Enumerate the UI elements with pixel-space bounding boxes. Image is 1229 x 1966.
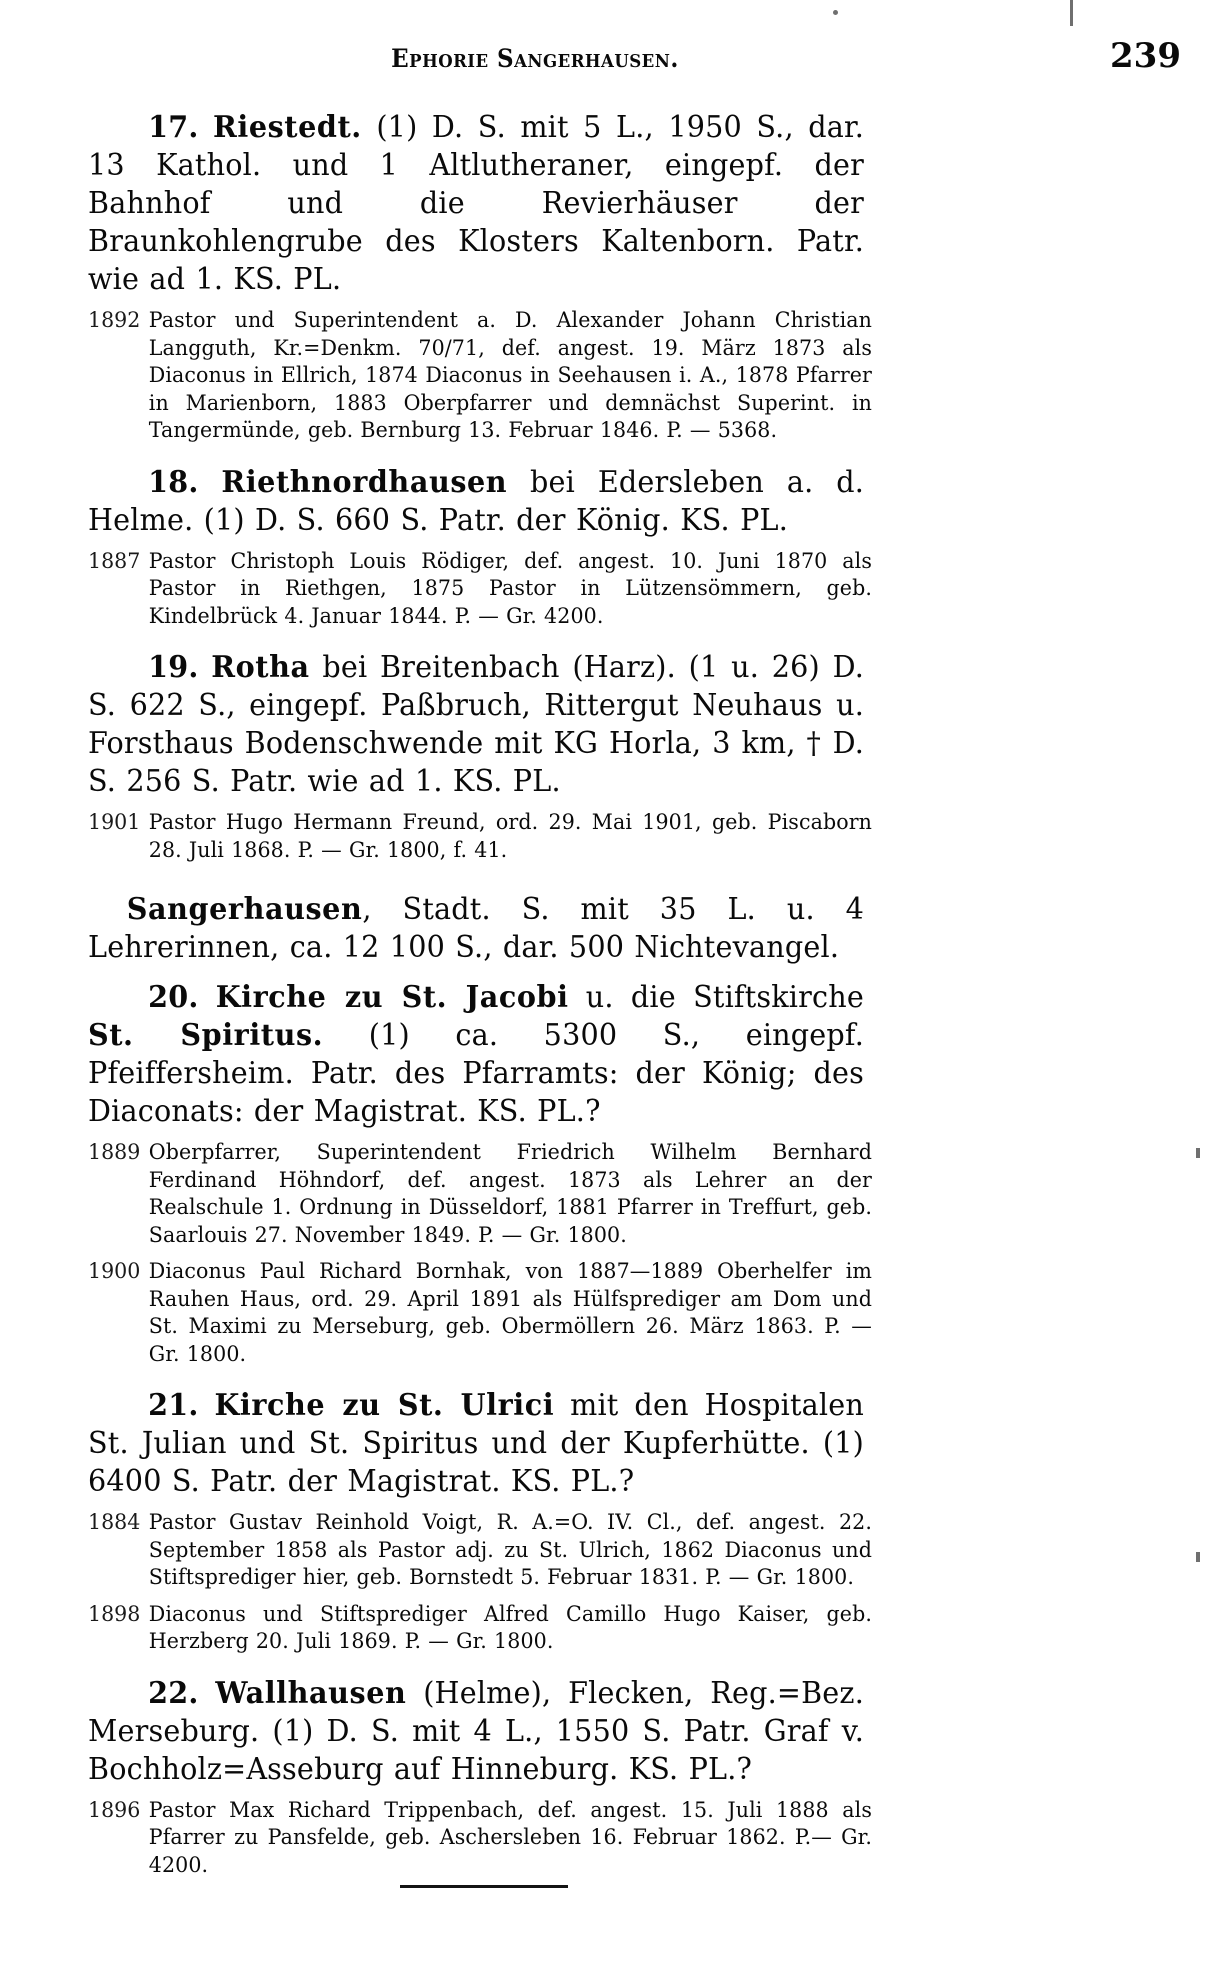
entry-mid-21: mit den Hospitalen St. Julian und St. Spiritus und der Kupferhütte.	[88, 1388, 864, 1460]
entry-body-17: (1) D. S. mit 5 L., 1950 S., dar. 13 Kathol. und 1 Altlutheraner, eingepf. der Bahnhof und die Revierhäuser der Braunkohlengrube des Klosters Kaltenborn. Patr. wie ad 1. KS. PL.	[88, 110, 865, 296]
text-column	[88, 108, 888, 1887]
note-21-1898	[88, 1601, 872, 1656]
entry-number-22: 22.	[148, 1674, 199, 1710]
entry-block-18	[88, 463, 864, 539]
note-19-1901	[88, 809, 872, 864]
entry-mid-20: u. die Stiftskirche	[585, 980, 865, 1014]
note-text: Pastor Gustav Reinhold Voigt, R. A.=O. IV. Cl., def. angest. 22. September 1858 als Pastor adj. zu St. Ulrich, 1862 Diaconus und Stiftsprediger hier, geb. Bornstedt 5. Februar 1831. P. — Gr. 1800.	[148, 1510, 872, 1589]
entry-title-a-20: Kirche zu St. Jacobi	[215, 979, 569, 1014]
entry-number-19: 19.	[148, 649, 199, 684]
note-year: 1884	[88, 1510, 141, 1534]
scan-artifact-right-2	[1196, 1552, 1200, 1562]
note-year: 1889	[88, 1140, 141, 1164]
note-22-1896	[88, 1797, 872, 1880]
entry-number-21: 21.	[148, 1387, 199, 1422]
end-of-page-rule	[400, 1885, 568, 1888]
city-name: Sangerhausen	[126, 891, 363, 926]
note-year: 1896	[88, 1797, 141, 1822]
note-year: 1887	[88, 548, 141, 573]
note-20-1889	[88, 1139, 872, 1249]
entry-title-a-22: Wallhausen	[215, 1674, 407, 1710]
entry-block-20	[88, 978, 864, 1130]
note-text: Pastor und Superintendent a. D. Alexander Johann Christian Langguth, Kr.=Denkm. 70/71, def. angest. 19. März 1873 als Diaconus in Ellrich, 1874 Diaconus in Seehausen i. A., 1878 Pfarrer in Marienborn, 1883 Oberpfarrer und demnächst Superint. in Tangermünde, geb. Bernburg 13. Februar 1846. P. — 5368.	[148, 308, 872, 442]
entry-body-19: bei Breitenbach (Harz). (1 u. 26) D. S. 622 S., eingepf. Paßbruch, Rittergut Neuhaus u. Forsthaus Bodenschwende mit KG Horla, 3 km, † D. S. 256 S. Patr. wie ad 1. KS. PL.	[88, 650, 865, 798]
note-text: Pastor Christoph Louis Rödiger, def. angest. 10. Juni 1870 als Pastor in Riethgen, 1875 Pastor in Lützensömmern, geb. Kindelbrück 4. Januar 1844. P. — Gr. 4200.	[148, 548, 872, 628]
entry-mid-22: (Helme), Flecken, Reg.=Bez. Merseburg. (1) D. S. mit 4 L., 1550 S. Patr. Graf v. Bochholz=Asseburg auf Hinneburg. KS. PL.?	[88, 1675, 864, 1786]
entry-block-19	[88, 648, 864, 800]
entry-place-18: Riethnordhausen	[221, 463, 508, 499]
city-heading-text: , Stadt. S. mit 35 L. u. 4 Lehrerinnen, ca. 12 100 S., dar. 500 Nichtevangel.	[88, 892, 864, 964]
note-text: Pastor Max Richard Trippenbach, def. angest. 15. Juli 1888 als Pfarrer zu Pansfelde, geb. Aschersleben 16. Februar 1862. P.— Gr. 4200.	[148, 1797, 872, 1877]
entry-block-17	[88, 108, 864, 298]
entry-title-a-21: Kirche zu St. Ulrici	[214, 1387, 555, 1422]
entry-number-20: 20.	[148, 979, 199, 1014]
entry-block-22	[88, 1674, 864, 1788]
entry-body-18: bei Edersleben a. d. Helme. (1) D. S. 660 S. Patr. der König. KS. PL.	[88, 464, 865, 537]
note-year: 1900	[88, 1259, 141, 1283]
page-number: 239	[1110, 36, 1181, 76]
note-21-1884	[88, 1509, 872, 1592]
entry-number-18: 18.	[148, 463, 199, 499]
running-head-title: Ephorie Sangerhausen.	[391, 44, 679, 73]
note-text: Diaconus Paul Richard Bornhak, von 1887—1889 Oberhelfer im Rauhen Haus, ord. 29. April 1891 als Hülfsprediger am Dom und St. Maximi zu Merseburg, geb. Obermöllern 26. März 1863. P. — Gr. 1800.	[148, 1259, 872, 1366]
entry-title-b-20: St. Spiritus.	[88, 1017, 324, 1052]
note-text: Oberpfarrer, Superintendent Friedrich Wilhelm Bernhard Ferdinand Höhndorf, def. angest. 1873 als Lehrer an der Realschule 1. Ordnung in Düsseldorf, 1881 Pfarrer in Treffurt, geb. Saarlouis 27. November 1849. P. — Gr. 1800.	[148, 1140, 872, 1247]
entry-block-21	[88, 1386, 864, 1500]
entry-number-17: 17.	[148, 109, 199, 144]
city-heading-block	[88, 890, 864, 966]
scan-artifact-right-1	[1196, 1148, 1200, 1158]
scan-artifact-dot-top	[833, 10, 838, 15]
entry-body-20: (1) ca. 5300 S., eingepf. Pfeiffersheim. Patr. des Pfarramts: der König; des Diaconats: der Magistrat. KS. PL.?	[88, 1018, 864, 1128]
note-year: 1901	[88, 810, 141, 834]
entry-place-17: Riestedt.	[213, 109, 362, 144]
entry-body-21: (1) 6400 S. Patr. der Magistrat. KS. PL.?	[88, 1426, 865, 1498]
note-17-1892	[88, 307, 872, 445]
note-text: Diaconus und Stiftsprediger Alfred Camillo Hugo Kaiser, geb. Herzberg 20. Juli 1869. P. — Gr. 1800.	[148, 1601, 872, 1653]
note-year: 1898	[88, 1601, 141, 1626]
scan-artifact-top-right	[1070, 0, 1073, 26]
note-18-1887	[88, 548, 872, 631]
running-head	[0, 36, 1229, 84]
entry-place-19: Rotha	[211, 649, 310, 684]
note-20-1900	[88, 1258, 872, 1368]
note-year: 1892	[88, 308, 141, 332]
note-text: Pastor Hugo Hermann Freund, ord. 29. Mai 1901, geb. Piscaborn 28. Juli 1868. P. — Gr. 1800, f. 41.	[148, 810, 872, 862]
